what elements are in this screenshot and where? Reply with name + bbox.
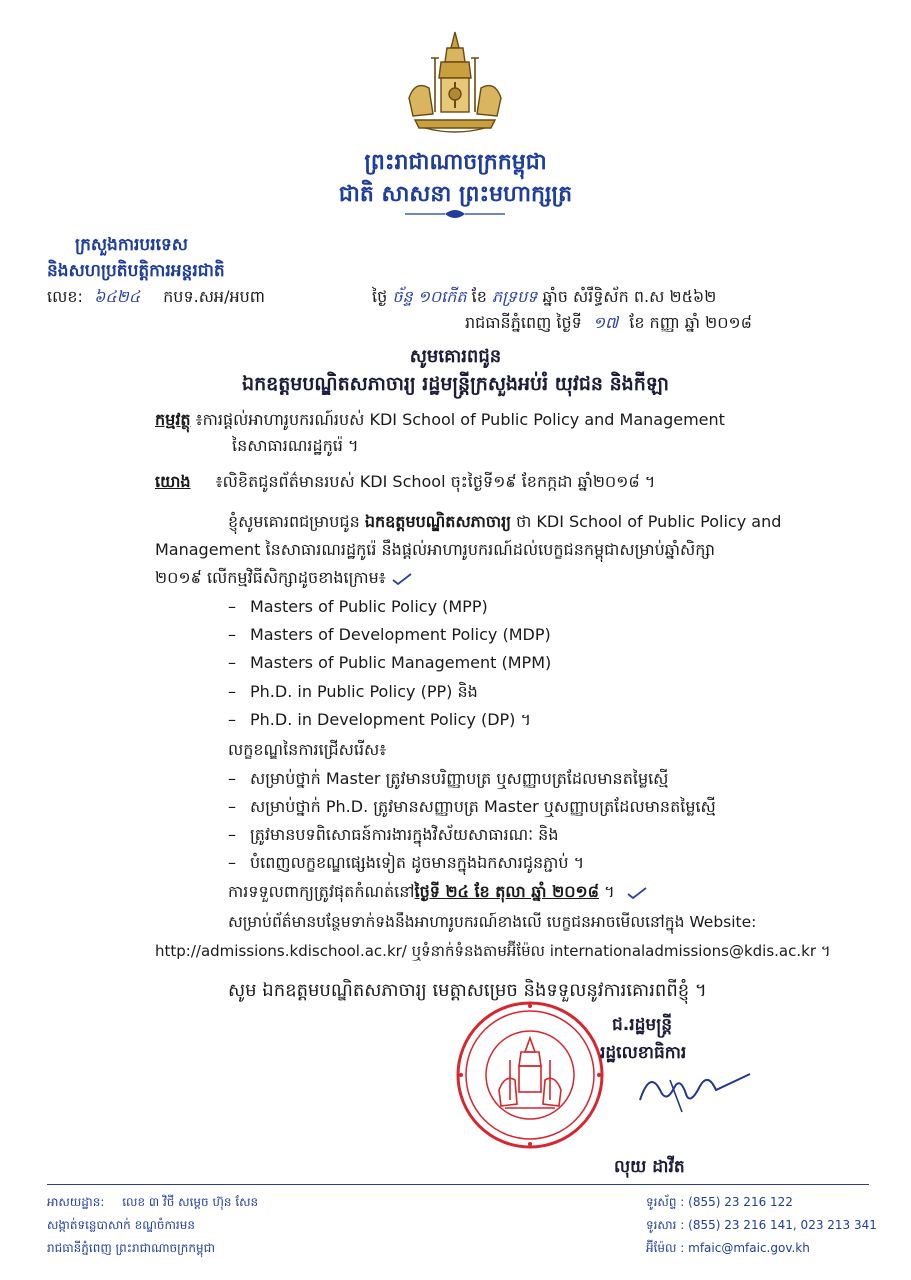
deadline-prefix: ការទទួលពាក្យត្រូវផុតកំណត់នៅ [228, 882, 415, 901]
program-item: – Masters of Development Policy (MDP) [228, 625, 551, 644]
reference-code: កបទ.សអ/អបពា [163, 287, 266, 306]
ministry-name-line1: ក្រសួងការបរទេស [75, 235, 188, 255]
footer-address-line1 [47, 1194, 258, 1212]
criteria-experience: ត្រូវមានបទពិសោធន៍ការងារក្នុងវិស័យសាធារណៈ និង [250, 825, 559, 844]
checkmark-icon [391, 572, 413, 586]
criteria-master: សម្រាប់ថ្នាក់ Master ត្រូវមានបរិញ្ញាបត្រ ឬសញ្ញាបត្រដែលមានតម្លៃស្មើ [250, 769, 669, 788]
footer-phone: ទូរស័ព្ទ : (855) 23 216 122 [646, 1195, 793, 1209]
subject-line2: នៃសាធារណរដ្ឋកូរ៉េ ។ [232, 436, 359, 455]
official-seal-icon [455, 1000, 605, 1150]
criteria-title: លក្ខខណ្ឌនៃការជ្រើសរើស៖ [228, 740, 387, 759]
program-item: – Ph.D. in Development Policy (DP) ។ [228, 710, 532, 729]
body-line1 [228, 512, 781, 532]
criteria-item: – បំពេញលក្ខខណ្ឌផ្សេងទៀត ដូចមានក្នុងឯកសារជូនភ្ជាប់ ។ [228, 853, 585, 872]
footer-divider [47, 1184, 869, 1185]
criteria-item: – ត្រូវមានបទពិសោធន៍ការងារក្នុងវិស័យសាធារណៈ និង [228, 825, 559, 844]
lunar-month-prefix: ខែ [471, 287, 487, 306]
reference-letter-label: យោង [155, 472, 191, 491]
deadline-suffix: ។ [598, 882, 615, 901]
footer-address-line3: រាជធានីភ្នំពេញ ព្រះរាជាណាចក្រកម្ពុជា [47, 1241, 215, 1255]
body-line3 [155, 568, 413, 588]
footer-address-label: អាសយដ្ឋាន: [47, 1195, 105, 1209]
lunar-date [372, 286, 716, 310]
program-phd-dp: Ph.D. in Development Policy (DP) ។ [250, 710, 532, 729]
body-line1-a: ខ្ញុំសូមគោរពជម្រាបជូន [228, 512, 365, 531]
closing-sentence: សូម ឯកឧត្តមបណ្ឌិតសភាចារ្យ មេត្តាសម្រេច និងទទួលនូវការគោរពពីខ្ញុំ ។ [228, 980, 707, 1001]
criteria-item: – សម្រាប់ថ្នាក់ Ph.D. ត្រូវមានសញ្ញាបត្រ Master ឬសញ្ញាបត្រដែលមានតម្លៃស្មើ [228, 797, 716, 816]
body-line3-text: ២០១៩ លើកម្មវិធីសិក្សាដូចខាងក្រោម៖ [155, 568, 386, 587]
deadline [228, 882, 648, 902]
criteria-other: បំពេញលក្ខខណ្ឌផ្សេងទៀត ដូចមានក្នុងឯកសារជូនភ្ជាប់ ។ [250, 853, 585, 872]
body-line2: Management នៃសាធារណរដ្ឋកូរ៉េ នឹងផ្តល់អាហារូបករណ៍ដល់បេក្ខជនកម្ពុជាសម្រាប់ឆ្នាំសិក្សា [155, 540, 716, 559]
solar-date-prefix: រាជធានីភ្នំពេញ ថ្ងៃទី [465, 313, 582, 332]
greeting: សូមគោរពជូន [409, 346, 502, 367]
lunar-day: ច័ន្ទ ១០កើត [392, 287, 467, 306]
lunar-date-prefix: ថ្ងៃ [372, 287, 388, 306]
solar-month-year: ខែ កញ្ញា ឆ្នាំ ២០១៨ [629, 313, 752, 332]
reference [155, 472, 655, 492]
reference-letter-text: ៖លិខិតជូនព័ត៌មានរបស់ KDI School ចុះថ្ងៃទី១៩ ខែកក្កដា ឆ្នាំ២០១៨ ។ [215, 472, 656, 491]
subject [155, 410, 825, 430]
signatory-title-2: រដ្ឋលេខាធិការ [600, 1043, 687, 1063]
program-phd-pp: Ph.D. in Public Policy (PP) និង [250, 682, 478, 701]
program-mpm: Masters of Public Management (MPM) [250, 653, 552, 672]
info-line2: http://admissions.kdischool.ac.kr/ ឬទំនាក់ទំនងតាមអ៊ីម៉ែល internationaladmissions@kdis.ac.kr ។ [155, 942, 831, 960]
royal-emblem-icon [395, 28, 515, 136]
program-mdp: Masters of Development Policy (MDP) [250, 625, 551, 644]
criteria-item: – សម្រាប់ថ្នាក់ Master ត្រូវមានបរិញ្ញាបត្រ ឬសញ្ញាបត្រដែលមានតម្លៃស្មើ [228, 769, 669, 788]
reference-number-value: ៦៤២៤ [93, 287, 141, 306]
signatory-title-1: ជ.រដ្ឋមន្ត្រី [612, 1015, 673, 1035]
deadline-date: ថ្ងៃទី ២៤ ខែ តុលា ឆ្នាំ ២០១៨ [414, 882, 599, 901]
footer-email: អ៊ីម៉ែល : mfaic@mfaic.gov.kh [646, 1241, 810, 1255]
criteria-phd: សម្រាប់ថ្នាក់ Ph.D. ត្រូវមានសញ្ញាបត្រ Master ឬសញ្ញាបត្រដែលមានតម្លៃស្មើ [250, 797, 716, 816]
reference-number [47, 286, 265, 310]
program-item: – Ph.D. in Public Policy (PP) និង [228, 682, 478, 701]
info-line1: សម្រាប់ព័ត៌មានបន្ថែមទាក់ទងនឹងអាហារូបករណ៍ខាងលើ បេក្ខជនអាចមើលនៅក្នុង Website: [228, 913, 757, 931]
divider-ornament-icon [395, 208, 515, 220]
footer-address-1: លេខ ៣ វិថី សម្តេច ហ៊ុន សែន [122, 1195, 259, 1209]
program-item: – Masters of Public Policy (MPP) [228, 597, 488, 616]
signatory-name: លុយ ដាវីត [614, 1157, 685, 1177]
solar-date [465, 312, 752, 336]
solar-day: ១៧ [592, 313, 619, 332]
handwritten-signature-icon [630, 1060, 760, 1120]
subject-line1: ៖ការផ្តល់អាហារូបករណ៍របស់ KDI School of Public Policy and Management [195, 410, 725, 429]
body-line1-honorific: ឯកឧត្តមបណ្ឌិតសភាចារ្យ [364, 512, 511, 531]
footer-fax: ទូរសារ : (855) 23 216 141, 023 213 341 [646, 1218, 877, 1232]
national-motto: ជាតិ សាសនា ព្រះមហាក្សត្រ [338, 182, 573, 207]
footer-address-line2: សង្កាត់ទន្លេបាសាក់ ខណ្ឌចំការមន [47, 1218, 195, 1232]
reference-label: លេខ: [47, 287, 83, 306]
program-mpp: Masters of Public Policy (MPP) [250, 597, 488, 616]
lunar-month: ភទ្របទ [491, 287, 538, 306]
body-line1-c: ថា KDI School of Public Policy and [510, 512, 782, 531]
recipient-name: ឯកឧត្តមបណ្ឌិតសភាចារ្យ រដ្ឋមន្ត្រីក្រសួងអប់រំ យុវជន និងកីឡា [242, 373, 669, 395]
lunar-year: ឆ្នាំច សំរឹទ្ធិស័ក ព.ស ២៥៦២ [542, 287, 717, 306]
subject-label: កម្មវត្ថុ [155, 410, 191, 429]
checkmark-icon [626, 886, 648, 900]
kingdom-title: ព្រះរាជាណាចក្រកម្ពុជា [364, 150, 547, 175]
ministry-name-line2: និងសហប្រតិបត្តិការអន្តរជាតិ [47, 261, 225, 281]
program-item: – Masters of Public Management (MPM) [228, 653, 552, 672]
